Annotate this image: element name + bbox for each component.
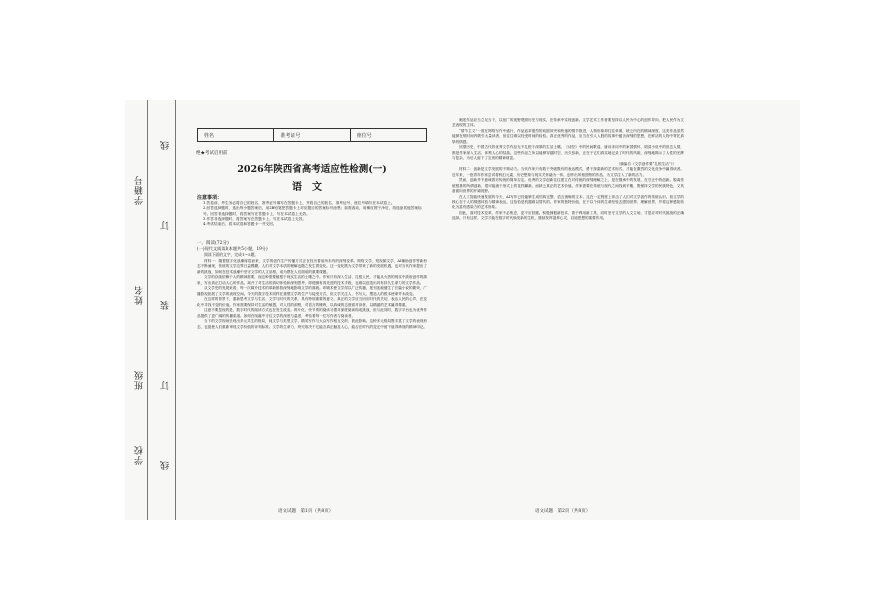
binding-line — [147, 100, 148, 520]
notes-list — [197, 201, 425, 227]
paragraph: “情节主义”一度在网络写作中盛行，作品追求强烈的戏剧冲突和快速的情节推进，人物形象却往往单薄，缺乏内在的精神深度。这类作品虽然能够在短时间内吸引大量读者，但往往难以经受时间的检验。真正优秀的作品，应当在引人入胜的故事中蕴含深刻的思想，在鲜活的人物中寄托真挚的情感。 — [452, 128, 684, 144]
paragraph: 材料二：创新是文学发展的不竭动力。当代作家只有敢于突破既有的表达模式，勇于探索新的艺术形式，才能在激烈的文化竞争中赢得读者。近年来，一批青年作家尝试将科幻元素、历史想象与现实关怀融为一体，创作出风格独特的作品，为文学注入了新的活力。 — [452, 167, 684, 177]
note-item: 2.回答选择题时，选出每小题答案后，用2B铅笔把答题卡上对应题目的答案标号涂黑；如需改动，用橡皮擦干净后，再选涂其他答案标号。回答非选择题时，将答案写在答题卡上，写在本试卷上无效。 — [203, 206, 422, 216]
paragraph: 因此，面对技术变革，作家不必焦虑，更不应回避。积极拥抱新技术、善于利用新工具，同时坚守文学的人文立场，才是应对时代挑战的正确选择。只有这样，文学才能在数字时代焕发新的生机，继续发挥滋养心灵、启迪思想的重要作用。 — [452, 210, 684, 221]
paragraph: 材料一：随着数字化浪潮席卷而来，文学的创作生产传播方式正在经历着前所未有的深刻变革。网络文学、短视频文学、AI辅助创作等新形态不断涌现，传统的文学边界日益模糊，人们对文学本质的理解也随之发生着变化。这一变化既为文学带来了新的发展机遇，也对当代作家提出了新的挑战，如何在技术浪潮中坚守文学的人文品格，成为摆在人们面前的重要课题。 — [197, 259, 427, 274]
note-item: 1.答卷前，考生务必将自己的姓名、准考证号填写在答题卡上，并将自己的姓名、准考证号、座位号填写在本试卷上。 — [203, 201, 395, 205]
name-field: 姓名 — [198, 129, 274, 141]
name-label: 姓名 — [135, 285, 145, 305]
notes-heading: 注意事项： — [197, 195, 223, 201]
source-citation: （摘编自《文学创作要“扎根生活”》） — [616, 161, 676, 166]
note-item: 3.作答非选择题时，将答案写在答题卡上，写在本试卷上无效。 — [203, 216, 307, 221]
note-item: 4.考试结束后，将本试卷和答题卡一并交回。 — [203, 222, 277, 227]
student-id-label: 学籍号 — [135, 175, 145, 205]
paragraph: 从文学史的发展来看，每一次媒介技术的革新都曾深刻地影响文学的面貌。印刷术使文学得以广泛传播，报刊连载催生了长篇小说的繁荣，广播影视拓展了文学的表现空间。今天的数字技术同样在重塑文学的生产与接受方式，但文学关注人、书写人、塑造人的根本使命并未改变。 — [197, 286, 427, 296]
secret-mark: 绝★考试启用前 — [196, 151, 228, 156]
cut-mark: 线 — [161, 140, 171, 150]
cut-mark: 装 — [161, 300, 171, 310]
subject-title: 语文 — [292, 182, 332, 193]
section-title: 一、阅读(72分) — [197, 241, 229, 246]
paragraph: 注意不要忽视的是，数字时代的阅读方式也在发生改变。碎片化、快节奏的阅读习惯对深度阅读构成挑战，但与此同时，数字平台也为优秀作品提供了更广阔的传播渠道。如何在喧嚣中守住文学的深度与温度，考验着每一位写作者与阅读者。 — [197, 308, 427, 318]
candidate-info-box — [197, 128, 427, 142]
binding-cut-line — [175, 100, 176, 520]
paragraph: 回望历史，中国古代的优秀文学作品无不扎根于深厚的生活土壤。《诗经》中的民间歌谣，唐诗宋词中的家国情怀，明清小说中的世态人情，都是作家深入生活、体察人心的结晶。这些作品之所以能够穿越时空、历久弥新，正在于它们真实地记录了时代的风貌，深刻地揭示了人性的光辉与复杂，为后人留下了宝贵的精神财富。 — [452, 145, 684, 160]
paragraph: 在人工智能快速发展的今天，AI写作已经能够生成结构完整、语言流畅的文本，这在一定程度上冲击了人们对文学创作的传统认识。但文学的核心在于人的情感体验与精神表达，这恰恰是机器难以替代的。作家的独特价值，在于以个体的生命经验去感知世界、理解世界，并将这种感知转化为富有感染力的艺术形象。 — [452, 194, 684, 210]
page-footer-left: 语文试题 第1页（共8页） — [278, 509, 334, 514]
left-column-body — [197, 259, 427, 504]
school-label: 学校 — [135, 445, 145, 465]
class-label: 班级 — [135, 370, 145, 390]
exam-number-field: 准考证号 — [274, 129, 350, 141]
right-column-body — [452, 118, 684, 504]
cut-mark: 订 — [161, 380, 171, 390]
paragraph: 文学的存续依赖于人的精神需要，而这种需要植根于现实生活的土壤之中。作家只有深入生活、扎根人民，才能从火热的现实中汲取创作的源泉，写出真正打动人心的作品。离开了对生活的真切体验和深刻思考，即便拥有再先进的技术手段，也难以创造出具有持久生命力的文学作品。 — [197, 275, 427, 285]
binding-strip — [125, 100, 185, 520]
instruction-text: 阅读下面的文字，完成1～5题。 — [204, 252, 259, 257]
part-title: (一)现代文阅读Ⅰ(本题共5小题，19分) — [197, 246, 268, 251]
exam-title: 2026年陕西省高考适应性检测(一) — [237, 164, 387, 175]
paragraph: 然而，创新并不意味着对传统的简单否定。优秀的文学创新往往建立在对传统的深刻理解之上，是在继承中的发展，在守正中的创新。脱离传统根基的所谓创新，很可能流于形式上的花样翻新，而缺乏真正的艺术价值。作家需要在传统与现代之间找到平衡，既保持文学的民族特色，又具备面向世界的开阔视野。 — [452, 178, 684, 193]
cut-mark: 线 — [161, 460, 171, 470]
seat-number-field: 座位号 — [356, 132, 372, 139]
paragraph: 阐述作品应当立足当下，以宽广的视野观照历史与现实，在传承中实现创新。文学艺术工作者要坚持以人民为中心的创作导向，把人民作为文艺表现的主体。 — [452, 118, 684, 128]
page-footer-right: 语文试题 第2页（共8页） — [535, 509, 591, 514]
cut-mark: 订 — [161, 220, 171, 230]
paragraph: 当下的文学现场呈现出多元共生的格局，纯文学与类型文学、精英写作与大众写作相互交织、彼此影响。这种多元格局既丰富了文学的表现形态，也促使人们重新审视文学价值的评判标准。文学的生命力，终究取决于它能否真正触及人心，能否在时代的变迁中留下值得珍视的精神印记。 — [197, 319, 427, 329]
paragraph: 在这样的背景下，重新思考文学与生活、文学与时代的关系，具有特别重要的意义。真正的文学应当回应时代的关切，表达人民的心声，在变化中寻找不变的价值。作家需要保持对生活的敏感，对人性的洞察，对语言的锤炼，以真诚的态度面对读者，以精湛的艺术赢得尊重。 — [197, 297, 427, 307]
